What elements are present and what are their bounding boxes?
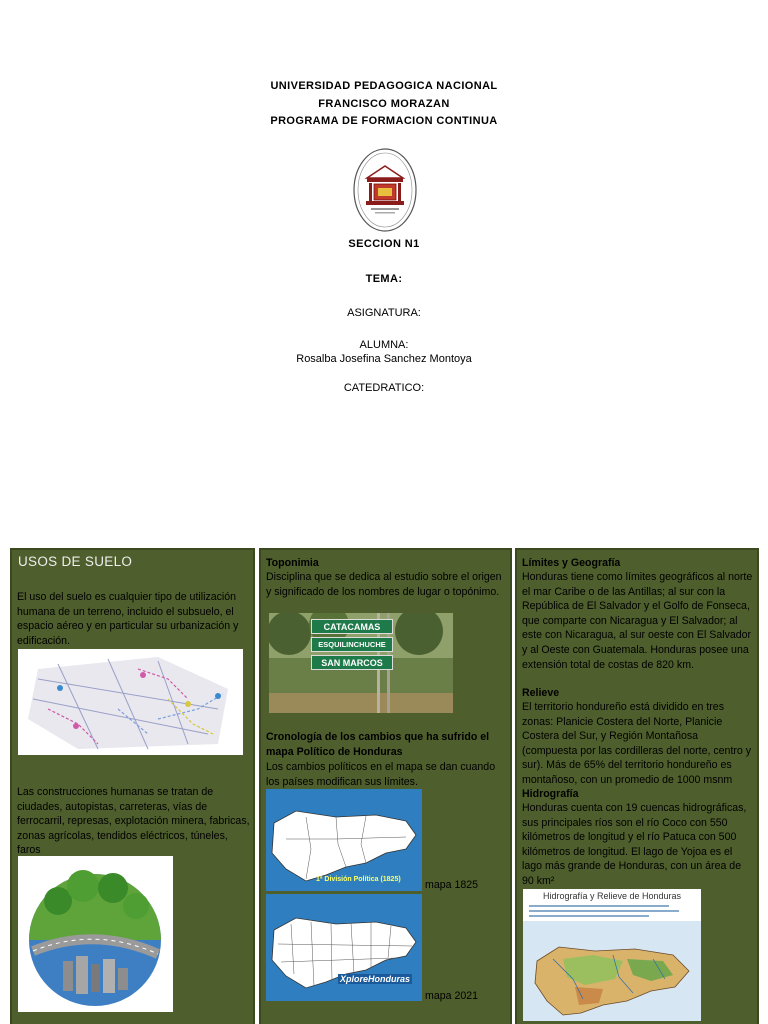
chronology-text: Los cambios políticos en el mapa se dan cuando los países modifican sus límites. xyxy=(266,761,496,788)
hydrography-text: Honduras cuenta con 19 cuencas hidrográficas, sus principales ríos son el río Coco con 550 kilómetros de longitud y el río Patuca con 500 kilómetros de longitud. El lago de Yojoa es el lago más grande de Honduras, con un área de 90 km² xyxy=(522,802,747,887)
relief-title: Relieve xyxy=(522,687,560,699)
road-signs-photo xyxy=(269,613,453,713)
hydrography-relief-map-image xyxy=(523,889,701,1021)
land-use-title: USOS DE SUELO xyxy=(18,554,133,569)
panel-geography xyxy=(515,548,759,1024)
hydrography-map-title: Hidrografía y Relieve de Honduras xyxy=(542,891,682,901)
toponymy-definition: Disciplina que se dedica al estudio sobre el origen y significado de los nombres de lugar o topónimo. xyxy=(266,571,502,598)
map-2021-brand-label: XploreHonduras xyxy=(340,974,411,984)
map-2021-image xyxy=(266,894,422,1001)
eco-city-globe-image xyxy=(18,856,173,1012)
hydrography-title: Hidrografía xyxy=(522,788,579,800)
professor-label: CATEDRATICO: xyxy=(343,382,425,394)
section-label: SECCION N1 xyxy=(348,238,420,250)
program-name: PROGRAMA DE FORMACION CONTINUA xyxy=(270,115,498,127)
land-use-definition: El uso del suelo es cualquier tipo de utilización humana de un terreno, incluido el subsuelo, el espacio aéreo y en particular su urbanización y edificación. xyxy=(17,591,239,647)
land-use-diagram-image xyxy=(18,649,243,755)
university-seal-logo xyxy=(353,148,417,232)
relief-text: El territorio hondureño está dividido en tres zonas: Planicie Costera del Norte, Planicie Costera del Sur, y Región Montañosa (compuesta por las cordilleras del norte, centro y sur). Más de 65% del territorio hondureño es montañoso, con un promedio de 1000 msnm xyxy=(522,701,752,786)
university-name-line2: FRANCISCO MORAZAN xyxy=(318,98,450,110)
chronology-title: Cronología de los cambios que ha sufrido el mapa Político de Honduras xyxy=(266,731,490,758)
panel-toponymy xyxy=(259,548,512,1024)
student-name: Rosalba Josefina Sanchez Montoya xyxy=(296,353,472,365)
limits-text: Honduras tiene como límites geográficos al norte el mar Caribe o de las Antillas; al sur con la República de El Salvador y el Golfo de Fonseca, que comparte con Nicaragua y El Salvador; al este con Nicaragua, al sur oeste con El Salvador y al Oeste con Guatemala. Honduras posee una extensión total de costas de 820 km. xyxy=(522,571,753,671)
map-2021-caption: mapa 2021 xyxy=(425,990,479,1002)
human-constructions-text: Las construcciones humanas se tratan de ciudades, autopistas, carreteras, vías de ferrocarril, represas, explotación minera, fabricas, zonas agrícolas, tendidos eléctricos, túneles, faros xyxy=(17,786,250,857)
limits-title: Límites y Geografía xyxy=(522,557,621,569)
panel-land-use xyxy=(10,548,255,1024)
map-1825-year-label: 1ª División Política (1825) xyxy=(316,876,401,883)
university-name-line1: UNIVERSIDAD PEDAGOGICA NACIONAL xyxy=(270,80,498,92)
sign-esquilinchuche: ESQUILINCHUCHE xyxy=(311,637,393,652)
student-label: ALUMNA: xyxy=(359,339,409,351)
toponymy-title: Toponimia xyxy=(266,557,319,569)
sign-san-marcos: SAN MARCOS xyxy=(311,655,393,670)
subject-label: ASIGNATURA: xyxy=(347,307,421,319)
map-1825-caption: mapa 1825 xyxy=(425,879,479,891)
sign-catacamas: CATACAMAS xyxy=(311,619,393,634)
topic-label: TEMA: xyxy=(365,273,403,285)
map-1825-image xyxy=(266,789,422,891)
